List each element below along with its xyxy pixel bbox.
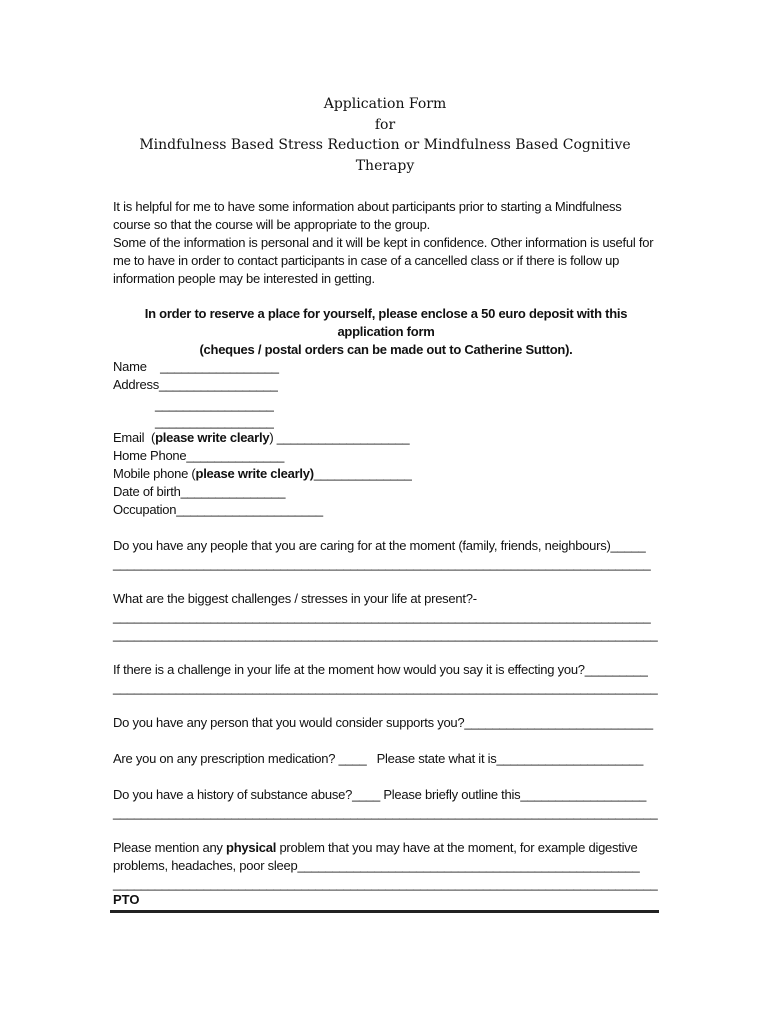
challenges-answer-line[interactable]: _____________________________________________________________________________ [113,609,651,624]
form-title-for: for [374,116,396,133]
deposit-notice: In order to reserve a place for yourself, please enclose a 50 euro deposit with this [144,306,628,321]
challenges-answer-line[interactable]: ______________________________________________________________________________ [113,627,658,642]
intro-text: It is helpful for me to have some information about participants prior to starting a Mindfulness [113,199,622,214]
email-field[interactable]: Email (please write clearly) ___________________ [113,430,410,445]
address-field-line2[interactable]: _________________ [155,397,274,412]
deposit-notice: (cheques / postal orders can be made out to Catherine Sutton). [199,342,573,357]
caring-answer-line[interactable]: _____________________________________________________________________________ [113,556,651,571]
address-field-line3[interactable]: _________________ [155,414,274,429]
medication-question[interactable]: Are you on any prescription medication? ____ Please state what it is_____________________ [113,751,644,766]
intro-text: Some of the information is personal and it will be kept in confidence. Other information is useful for [113,235,654,250]
occupation-field[interactable]: Occupation_____________________ [113,502,323,517]
caring-question: Do you have any people that you are caring for at the moment (family, friends, neighbours)_____ [113,538,646,553]
bottom-divider [110,910,659,913]
address-field[interactable]: Address_________________ [113,377,278,392]
intro-text: course so that the course will be appropriate to the group. [113,217,430,232]
effect-question: If there is a challenge in your life at the moment how would you say it is effecting you?_________ [113,662,648,677]
mobile-phone-field[interactable]: Mobile phone (please write clearly)______________ [113,466,412,481]
date-of-birth-field[interactable]: Date of birth_______________ [113,484,286,499]
substance-answer-line[interactable]: ______________________________________________________________________________ [113,805,658,820]
home-phone-field[interactable]: Home Phone______________ [113,448,285,463]
substance-question[interactable]: Do you have a history of substance abuse?____ Please briefly outline this__________________ [113,787,647,802]
challenges-question: What are the biggest challenges / stresses in your life at present?- [113,591,477,606]
deposit-notice: application form [337,324,435,339]
course-title-cont: Therapy [355,157,415,174]
intro-text: me to have in order to contact participants in case of a cancelled class or if there is follow up [113,253,620,268]
physical-answer-line[interactable]: ______________________________________________________________________________ [113,876,658,891]
intro-text: information people may be interested in getting. [113,271,375,286]
course-title: Mindfulness Based Stress Reduction or Mindfulness Based Cognitive [139,137,631,153]
physical-question-line2[interactable]: problems, headaches, poor sleep_________________________________________________ [113,858,640,873]
physical-question: Please mention any physical problem that you may have at the moment, for example digestive [113,840,638,855]
supports-question[interactable]: Do you have any person that you would consider supports you?___________________________ [113,715,653,730]
effect-answer-line[interactable]: ______________________________________________________________________________ [113,680,658,695]
form-title: Application Form [323,96,447,112]
name-field[interactable]: Name _________________ [113,359,279,374]
please-turn-over-label: PTO [113,892,140,907]
